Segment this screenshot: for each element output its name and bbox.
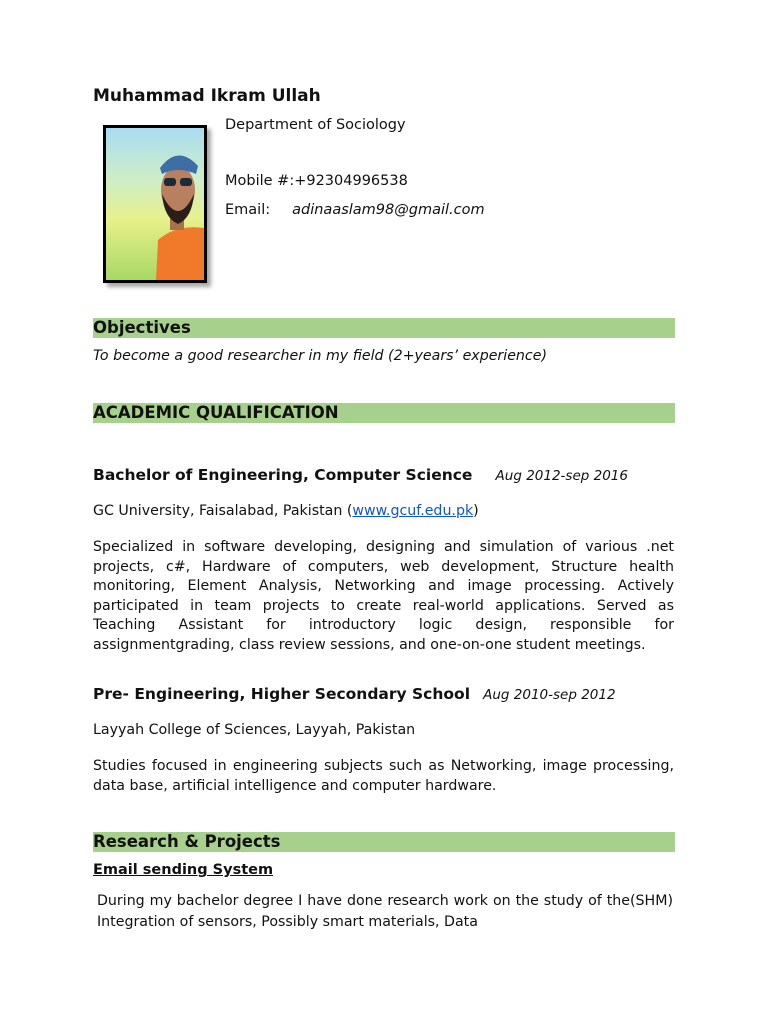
project-title: Email sending System — [93, 862, 274, 878]
degree-2-institution: Layyah College of Sciences, Layyah, Pakistan — [93, 722, 416, 738]
degree-2-description: Studies focused in engineering subjects such as Networking, image processing, data base, artificial intelligence and computer hardware. — [93, 758, 674, 794]
objectives-text: To become a good researcher in my field (2+years’ experience) — [93, 348, 547, 364]
degree-2-heading — [93, 684, 693, 703]
degree-1-dates: Aug 2012-sep 2016 — [495, 468, 628, 484]
degree-1-description: Specialized in software developing, designing and simulation of various .net projects, c#, Hardware of computers, web development, Structure health monitoring, Element Analysis, Networking and image processing. Actively participated in team projects to create real-world applications. Served as Teaching Assistant for introductory logic design, responsible for assignmentgrading, class review sessions, and one-on-one student meetings. — [93, 539, 674, 653]
degree-1-institution — [93, 502, 674, 522]
objectives-heading: Objectives — [93, 318, 675, 338]
profile-photo — [103, 125, 207, 283]
candidate-name: Muhammad Ikram Ullah — [93, 86, 321, 106]
link-open-paren: ( — [346, 503, 353, 519]
university-website-link[interactable]: www.gcuf.edu.pk — [352, 503, 474, 519]
degree-1-heading — [93, 465, 693, 484]
degree-2-dates: Aug 2010-sep 2012 — [483, 687, 616, 703]
academic-heading: ACADEMIC QUALIFICATION — [93, 403, 675, 423]
degree-1-title: Bachelor of Engineering, Computer Science — [93, 466, 473, 484]
email-line — [225, 202, 485, 218]
institution-1-name: GC University, Faisalabad, Pakistan — [93, 503, 343, 519]
research-text: During my bachelor degree I have done research work on the study of the(SHM) Integration of sensors, Possibly smart materials, Data — [97, 893, 673, 930]
email-address[interactable]: adinaaslam98@gmail.com — [292, 202, 485, 218]
department: Department of Sociology — [225, 117, 406, 133]
degree-2-title: Pre- Engineering, Higher Secondary School — [93, 685, 471, 703]
link-close-paren: ) — [473, 503, 479, 519]
person-illustration — [106, 128, 204, 280]
research-heading: Research & Projects — [93, 832, 675, 852]
mobile-number: Mobile #:+92304996538 — [225, 173, 408, 189]
email-label: Email: — [225, 202, 271, 218]
